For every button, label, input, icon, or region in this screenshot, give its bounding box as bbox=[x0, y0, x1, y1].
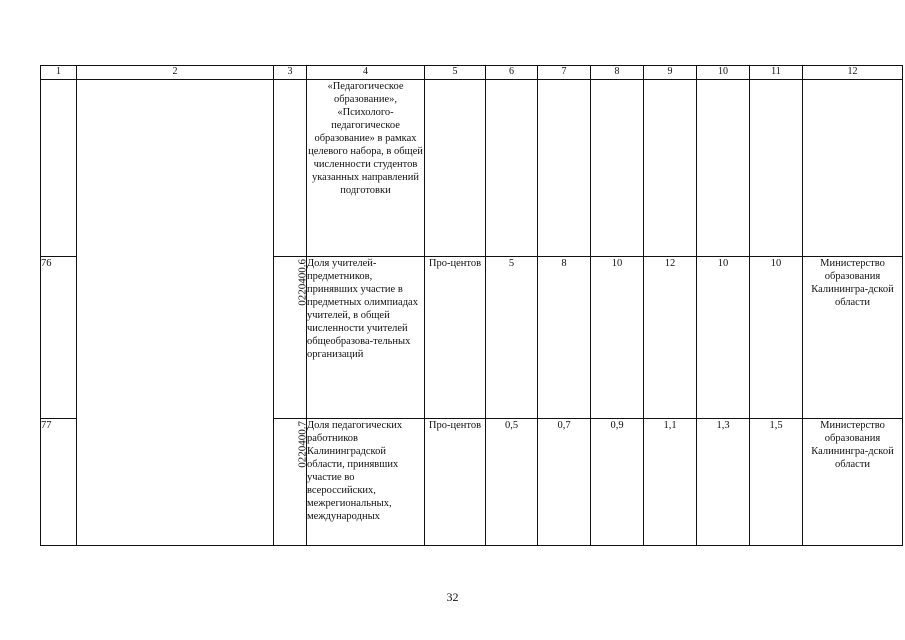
header-row bbox=[41, 66, 903, 80]
unit bbox=[425, 80, 486, 257]
indicator-name: Доля педагогических работников Калининградской области, принявших участие во всероссийских, межрегиональных, международных bbox=[307, 419, 425, 546]
indicator-code-cell bbox=[274, 80, 307, 257]
indicator-code-cell bbox=[274, 419, 307, 546]
value-8: 10 bbox=[591, 257, 644, 419]
value-9: 1,1 bbox=[644, 419, 697, 546]
value-10 bbox=[697, 80, 750, 257]
indicator-code: 0220400.6 bbox=[296, 259, 309, 306]
col-header-5: 5 bbox=[425, 66, 486, 80]
value-11: 10 bbox=[750, 257, 803, 419]
indicators-table bbox=[40, 65, 903, 546]
col-header-12: 12 bbox=[803, 66, 903, 80]
value-9: 12 bbox=[644, 257, 697, 419]
col-header-2: 2 bbox=[77, 66, 274, 80]
executor: Министерство образования Калинингра-дской области bbox=[803, 257, 903, 419]
indicator-code: 0220400.7 bbox=[296, 421, 309, 468]
value-11: 1,5 bbox=[750, 419, 803, 546]
col-header-3: 3 bbox=[274, 66, 307, 80]
col-header-6: 6 bbox=[486, 66, 538, 80]
value-8 bbox=[591, 80, 644, 257]
value-7: 8 bbox=[538, 257, 591, 419]
unit: Про-центов bbox=[425, 257, 486, 419]
row-number bbox=[41, 80, 77, 257]
executor bbox=[803, 80, 903, 257]
value-6: 0,5 bbox=[486, 419, 538, 546]
row-number: 77 bbox=[41, 419, 77, 546]
col-header-11: 11 bbox=[750, 66, 803, 80]
row-number: 76 bbox=[41, 257, 77, 419]
table-row bbox=[41, 80, 903, 257]
unit: Про-центов bbox=[425, 419, 486, 546]
value-10: 10 bbox=[697, 257, 750, 419]
value-9 bbox=[644, 80, 697, 257]
program-name-cell bbox=[77, 80, 274, 546]
page-number: 32 bbox=[446, 590, 459, 604]
col-header-7: 7 bbox=[538, 66, 591, 80]
indicator-name: «Педагогическое образование», «Психолого-педагогическое образование» в рамках целевого набора, в общей численности студентов указанных направлений подготовки bbox=[307, 80, 425, 257]
indicator-name: Доля учителей-предметников, принявших участие в предметных олимпиадах учителей, в общей численности учителей общеобразова-тельных организаций bbox=[307, 257, 425, 419]
value-6: 5 bbox=[486, 257, 538, 419]
col-header-10: 10 bbox=[697, 66, 750, 80]
value-10: 1,3 bbox=[697, 419, 750, 546]
col-header-1: 1 bbox=[41, 66, 77, 80]
indicator-code-cell bbox=[274, 257, 307, 419]
col-header-8: 8 bbox=[591, 66, 644, 80]
value-7: 0,7 bbox=[538, 419, 591, 546]
value-6 bbox=[486, 80, 538, 257]
value-8: 0,9 bbox=[591, 419, 644, 546]
value-11 bbox=[750, 80, 803, 257]
col-header-4: 4 bbox=[307, 66, 425, 80]
executor: Министерство образования Калинингра-дской области bbox=[803, 419, 903, 546]
col-header-9: 9 bbox=[644, 66, 697, 80]
value-7 bbox=[538, 80, 591, 257]
